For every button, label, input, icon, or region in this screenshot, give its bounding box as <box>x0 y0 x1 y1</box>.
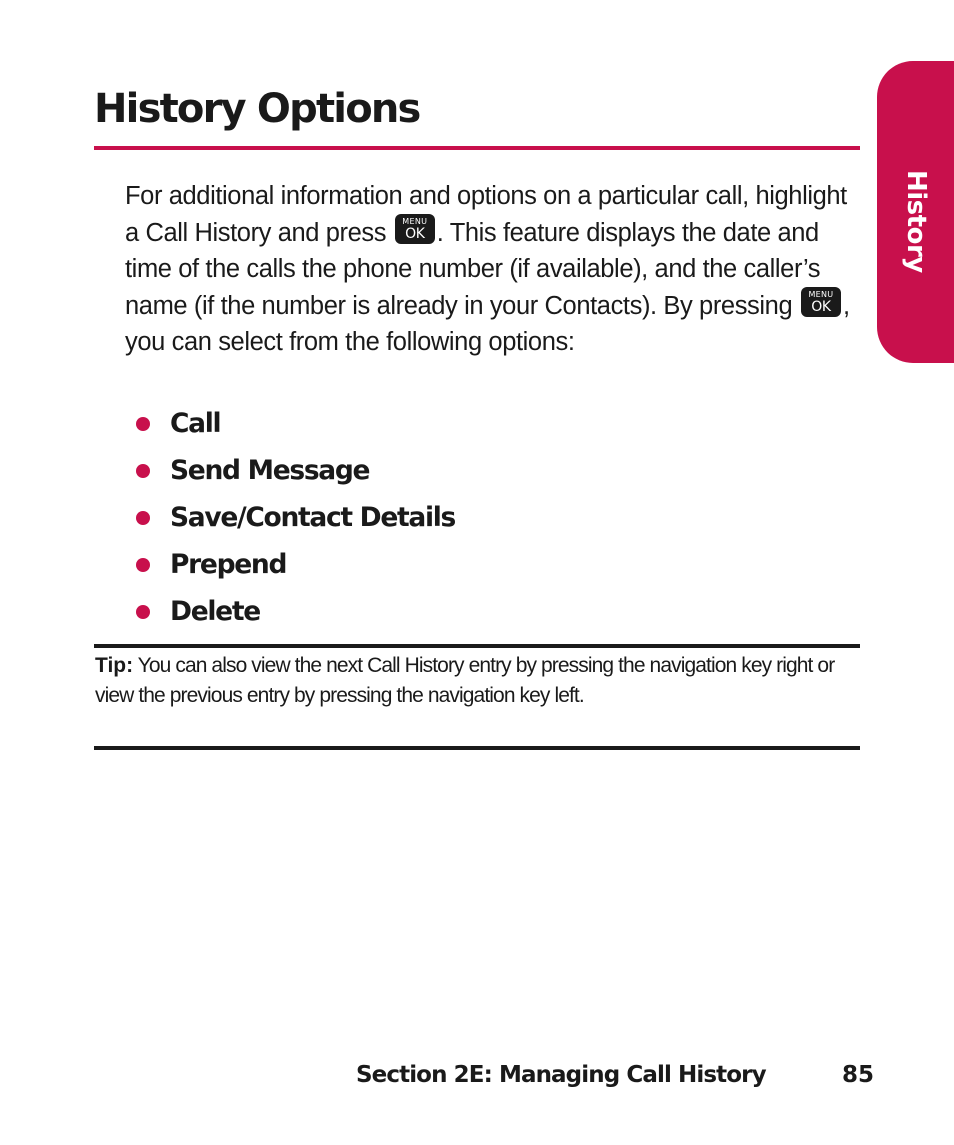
menu-ok-key-icon <box>801 287 841 317</box>
tip-box <box>95 651 860 711</box>
footer-section-title: Section 2E: Managing Call History <box>356 1062 766 1088</box>
menu-key-label: MENU <box>402 217 428 227</box>
option-item <box>136 447 455 494</box>
options-list <box>136 400 455 635</box>
tip-top-rule <box>94 644 860 648</box>
menu-key-label: MENU <box>808 290 834 300</box>
option-call: Call <box>170 408 221 439</box>
ok-key-label: OK <box>811 299 831 316</box>
intro-text-3: , you can select from the following options: <box>125 292 850 356</box>
menu-ok-key-icon <box>395 214 435 244</box>
footer-page-number: 85 <box>842 1062 875 1088</box>
bullet-icon <box>136 558 150 572</box>
intro-paragraph <box>125 179 855 360</box>
page-title: History Options <box>94 86 420 132</box>
bullet-icon <box>136 511 150 525</box>
side-tab-label: History <box>901 170 931 273</box>
title-divider <box>94 146 860 150</box>
option-send-message: Send Message <box>170 455 370 486</box>
tip-bottom-rule <box>94 746 860 750</box>
option-prepend: Prepend <box>170 549 287 580</box>
tip-text: You can also view the next Call History entry by pressing the navigation key right or view the previous entry by pressing the navigation key left. <box>95 654 835 707</box>
option-item <box>136 400 455 447</box>
bullet-icon <box>136 605 150 619</box>
option-item <box>136 588 455 635</box>
option-delete: Delete <box>170 596 260 627</box>
ok-key-label: OK <box>405 226 425 243</box>
bullet-icon <box>136 464 150 478</box>
tip-label: Tip: <box>95 654 134 677</box>
option-save-contact-details: Save/Contact Details <box>170 502 456 533</box>
option-item <box>136 494 455 541</box>
intro-text-2: . This feature displays the date and time of the calls the phone number (if available), and the caller’s name (if the number is already in your Contacts). By pressing <box>125 219 821 321</box>
intro-text-1: For additional information and options on a particular call, highlight a Call History and press <box>125 182 847 248</box>
bullet-icon <box>136 417 150 431</box>
option-item <box>136 541 455 588</box>
